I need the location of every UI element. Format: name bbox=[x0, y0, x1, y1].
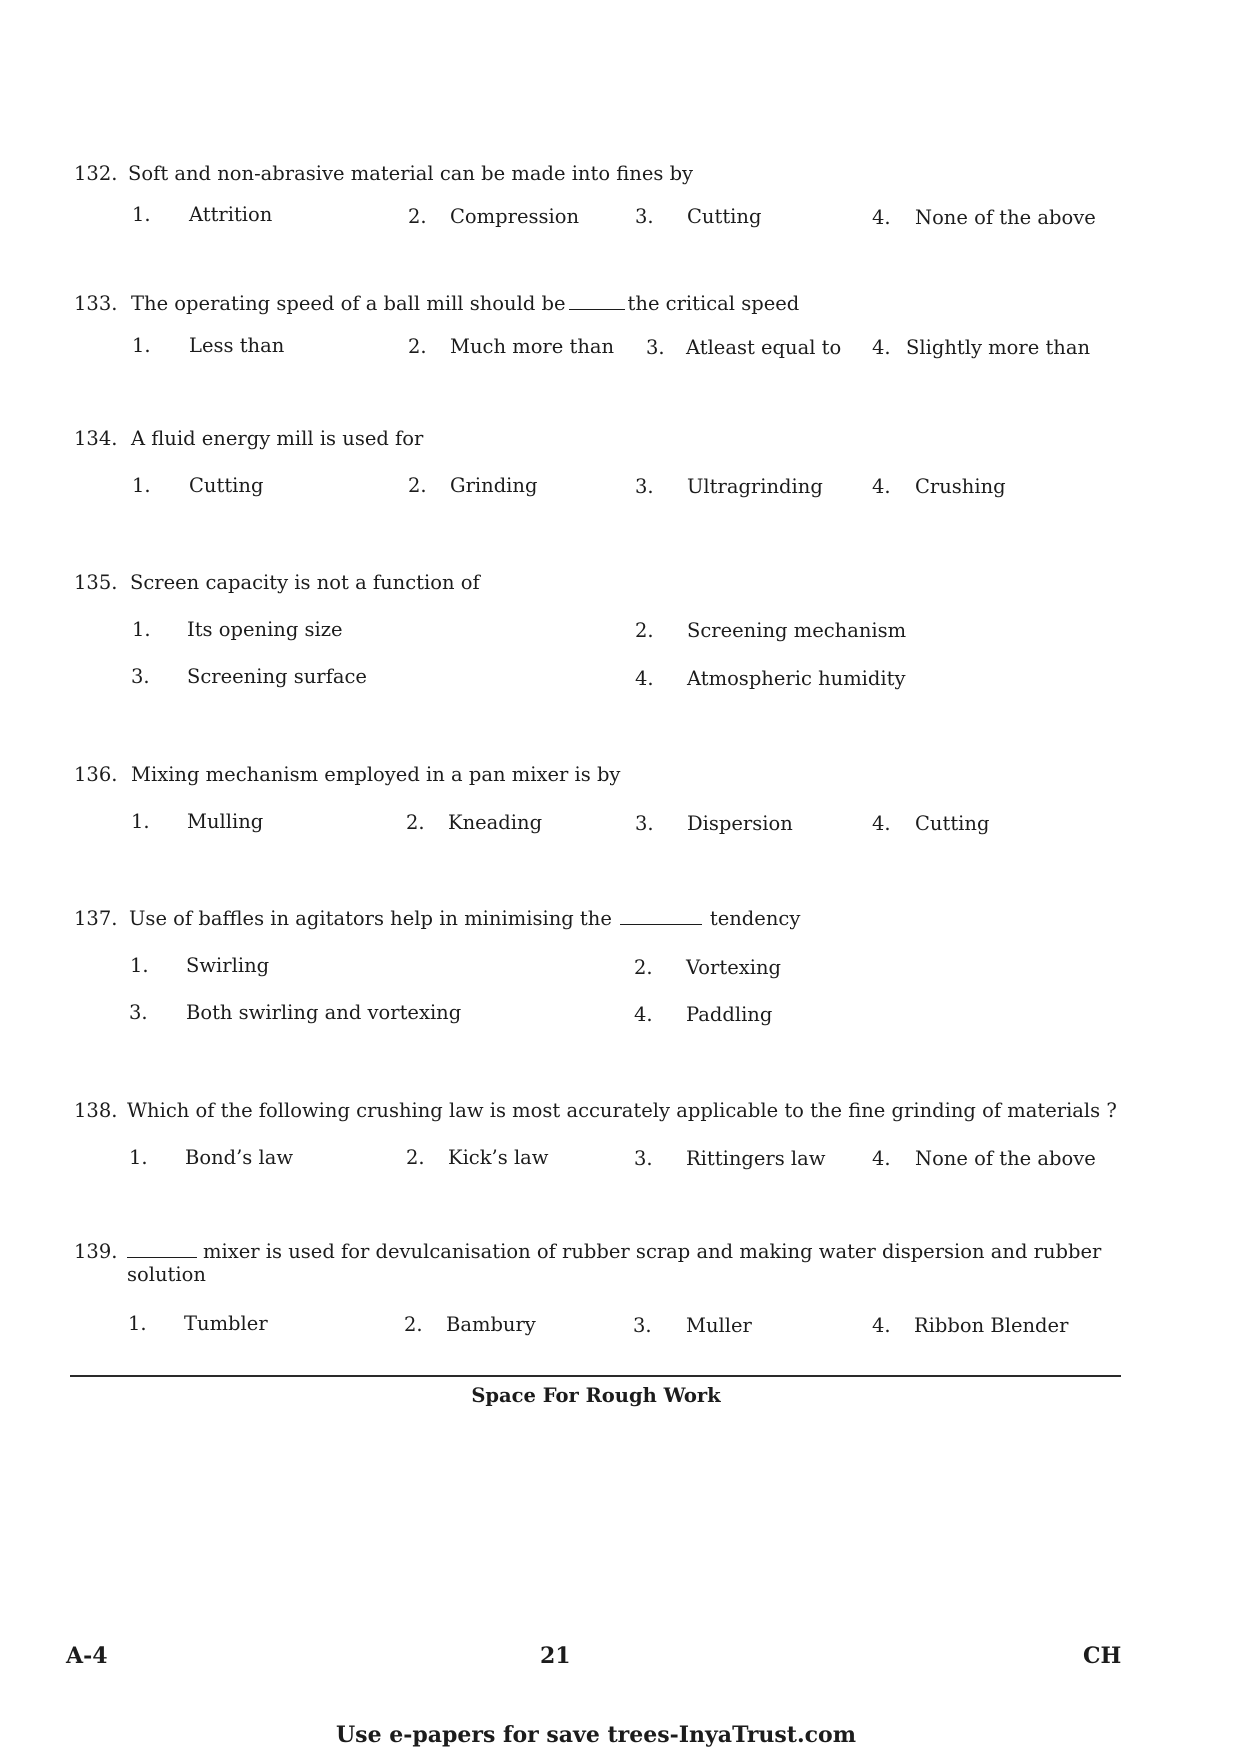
option-number: 3. bbox=[634, 1147, 653, 1170]
question-stem: Screen capacity is not a function of bbox=[130, 571, 480, 594]
option-text: Paddling bbox=[686, 1003, 773, 1026]
question-137 bbox=[0, 907, 1241, 1026]
option-text: Crushing bbox=[915, 475, 1006, 498]
option-text: Much more than bbox=[450, 335, 615, 358]
option-text: Ribbon Blender bbox=[914, 1314, 1069, 1337]
option-text: Atmospheric humidity bbox=[687, 667, 906, 690]
answer-blank bbox=[569, 308, 625, 310]
question-number: 138. bbox=[74, 1099, 118, 1122]
option-text: Muller bbox=[686, 1314, 752, 1337]
option-number: 2. bbox=[404, 1313, 423, 1336]
question-132 bbox=[0, 162, 1241, 229]
option-text: Bond’s law bbox=[185, 1146, 294, 1169]
page-number: 21 bbox=[540, 1643, 571, 1669]
option-number: 3. bbox=[635, 475, 654, 498]
booklet-code: A-4 bbox=[66, 1643, 108, 1669]
option-number: 2. bbox=[408, 474, 427, 497]
option-number: 4. bbox=[872, 812, 891, 835]
answer-blank bbox=[620, 923, 702, 925]
option-text: Screening mechanism bbox=[687, 619, 907, 642]
option-text: Its opening size bbox=[187, 618, 343, 641]
question-139 bbox=[0, 1240, 1241, 1337]
stem-text-before-blank: The operating speed of a ball mill should be bbox=[131, 292, 566, 315]
option-number: 2. bbox=[408, 205, 427, 228]
stem-text-before-blank: Use of baffles in agitators help in minimising the bbox=[129, 907, 612, 930]
option-number: 2. bbox=[635, 619, 654, 642]
stem-text-after-blank: the critical speed bbox=[627, 292, 800, 315]
question-number: 132. bbox=[74, 162, 118, 185]
option-number: 4. bbox=[635, 667, 654, 690]
option-text: Ultragrinding bbox=[687, 475, 823, 498]
question-stem: Soft and non-abrasive material can be made into fines by bbox=[128, 162, 694, 185]
question-136 bbox=[0, 763, 1241, 835]
subject-code: CH bbox=[1083, 1643, 1122, 1669]
option-text: Both swirling and vortexing bbox=[186, 1001, 462, 1024]
question-138 bbox=[0, 1099, 1241, 1170]
option-number: 4. bbox=[872, 1147, 891, 1170]
option-number: 4. bbox=[634, 1003, 653, 1026]
question-stem bbox=[127, 1240, 1127, 1286]
question-number: 135. bbox=[74, 571, 118, 594]
option-number: 1. bbox=[132, 474, 151, 497]
question-stem: Mixing mechanism employed in a pan mixer is by bbox=[131, 763, 621, 786]
option-text: Less than bbox=[189, 334, 285, 357]
option-text: Swirling bbox=[186, 954, 270, 977]
credit-line: Use e-papers for save trees-InyaTrust.com bbox=[336, 1722, 856, 1748]
question-number: 137. bbox=[74, 907, 118, 930]
option-number: 3. bbox=[635, 205, 654, 228]
option-text: Rittingers law bbox=[686, 1147, 826, 1170]
option-text: None of the above bbox=[915, 1147, 1096, 1170]
option-text: Kick’s law bbox=[448, 1146, 549, 1169]
question-133 bbox=[0, 292, 1241, 359]
option-number: 4. bbox=[872, 206, 891, 229]
option-text: Dispersion bbox=[687, 812, 793, 835]
question-stem bbox=[131, 292, 799, 315]
option-number: 1. bbox=[130, 954, 149, 977]
option-number: 1. bbox=[132, 203, 151, 226]
option-number: 3. bbox=[646, 336, 665, 359]
stem-text-after-blank: mixer is used for devulcanisation of rubber scrap and making water dispersion and rubber solution bbox=[127, 1240, 1102, 1286]
option-text: Attrition bbox=[189, 203, 273, 226]
option-text: Compression bbox=[450, 205, 580, 228]
option-text: Cutting bbox=[915, 812, 990, 835]
rough-work-divider bbox=[70, 1375, 1121, 1377]
question-stem: A fluid energy mill is used for bbox=[131, 427, 424, 450]
option-text: Grinding bbox=[450, 474, 538, 497]
question-number: 139. bbox=[74, 1240, 118, 1263]
answer-blank bbox=[127, 1256, 197, 1258]
option-number: 1. bbox=[132, 334, 151, 357]
option-number: 1. bbox=[132, 618, 151, 641]
question-135 bbox=[0, 571, 1241, 690]
option-text: Slightly more than bbox=[906, 336, 1091, 359]
option-number: 2. bbox=[408, 335, 427, 358]
option-number: 4. bbox=[872, 1314, 891, 1337]
option-text: Tumbler bbox=[184, 1312, 268, 1335]
option-text: Cutting bbox=[189, 474, 264, 497]
question-number: 136. bbox=[74, 763, 118, 786]
question-stem: Which of the following crushing law is most accurately applicable to the fine grinding of materials ? bbox=[127, 1099, 1117, 1122]
question-stem bbox=[129, 907, 800, 930]
option-number: 3. bbox=[633, 1314, 652, 1337]
option-number: 2. bbox=[406, 811, 425, 834]
option-text: Vortexing bbox=[686, 956, 782, 979]
rough-work-label: Space For Rough Work bbox=[471, 1384, 721, 1407]
question-number: 134. bbox=[74, 427, 118, 450]
question-number: 133. bbox=[74, 292, 118, 315]
option-number: 1. bbox=[129, 1146, 148, 1169]
option-number: 3. bbox=[129, 1001, 148, 1024]
option-number: 4. bbox=[872, 336, 891, 359]
option-number: 3. bbox=[131, 665, 150, 688]
option-number: 2. bbox=[634, 956, 653, 979]
option-number: 2. bbox=[406, 1146, 425, 1169]
option-text: Cutting bbox=[687, 205, 762, 228]
option-text: Kneading bbox=[448, 811, 543, 834]
option-number: 1. bbox=[128, 1312, 147, 1335]
option-text: Screening surface bbox=[187, 665, 367, 688]
question-134 bbox=[0, 427, 1241, 498]
stem-text-after-blank: tendency bbox=[709, 907, 801, 930]
option-text: None of the above bbox=[915, 206, 1096, 229]
option-text: Bambury bbox=[446, 1313, 536, 1336]
option-text: Atleast equal to bbox=[686, 336, 842, 359]
option-number: 1. bbox=[131, 810, 150, 833]
option-number: 4. bbox=[872, 475, 891, 498]
option-number: 3. bbox=[635, 812, 654, 835]
option-text: Mulling bbox=[187, 810, 264, 833]
